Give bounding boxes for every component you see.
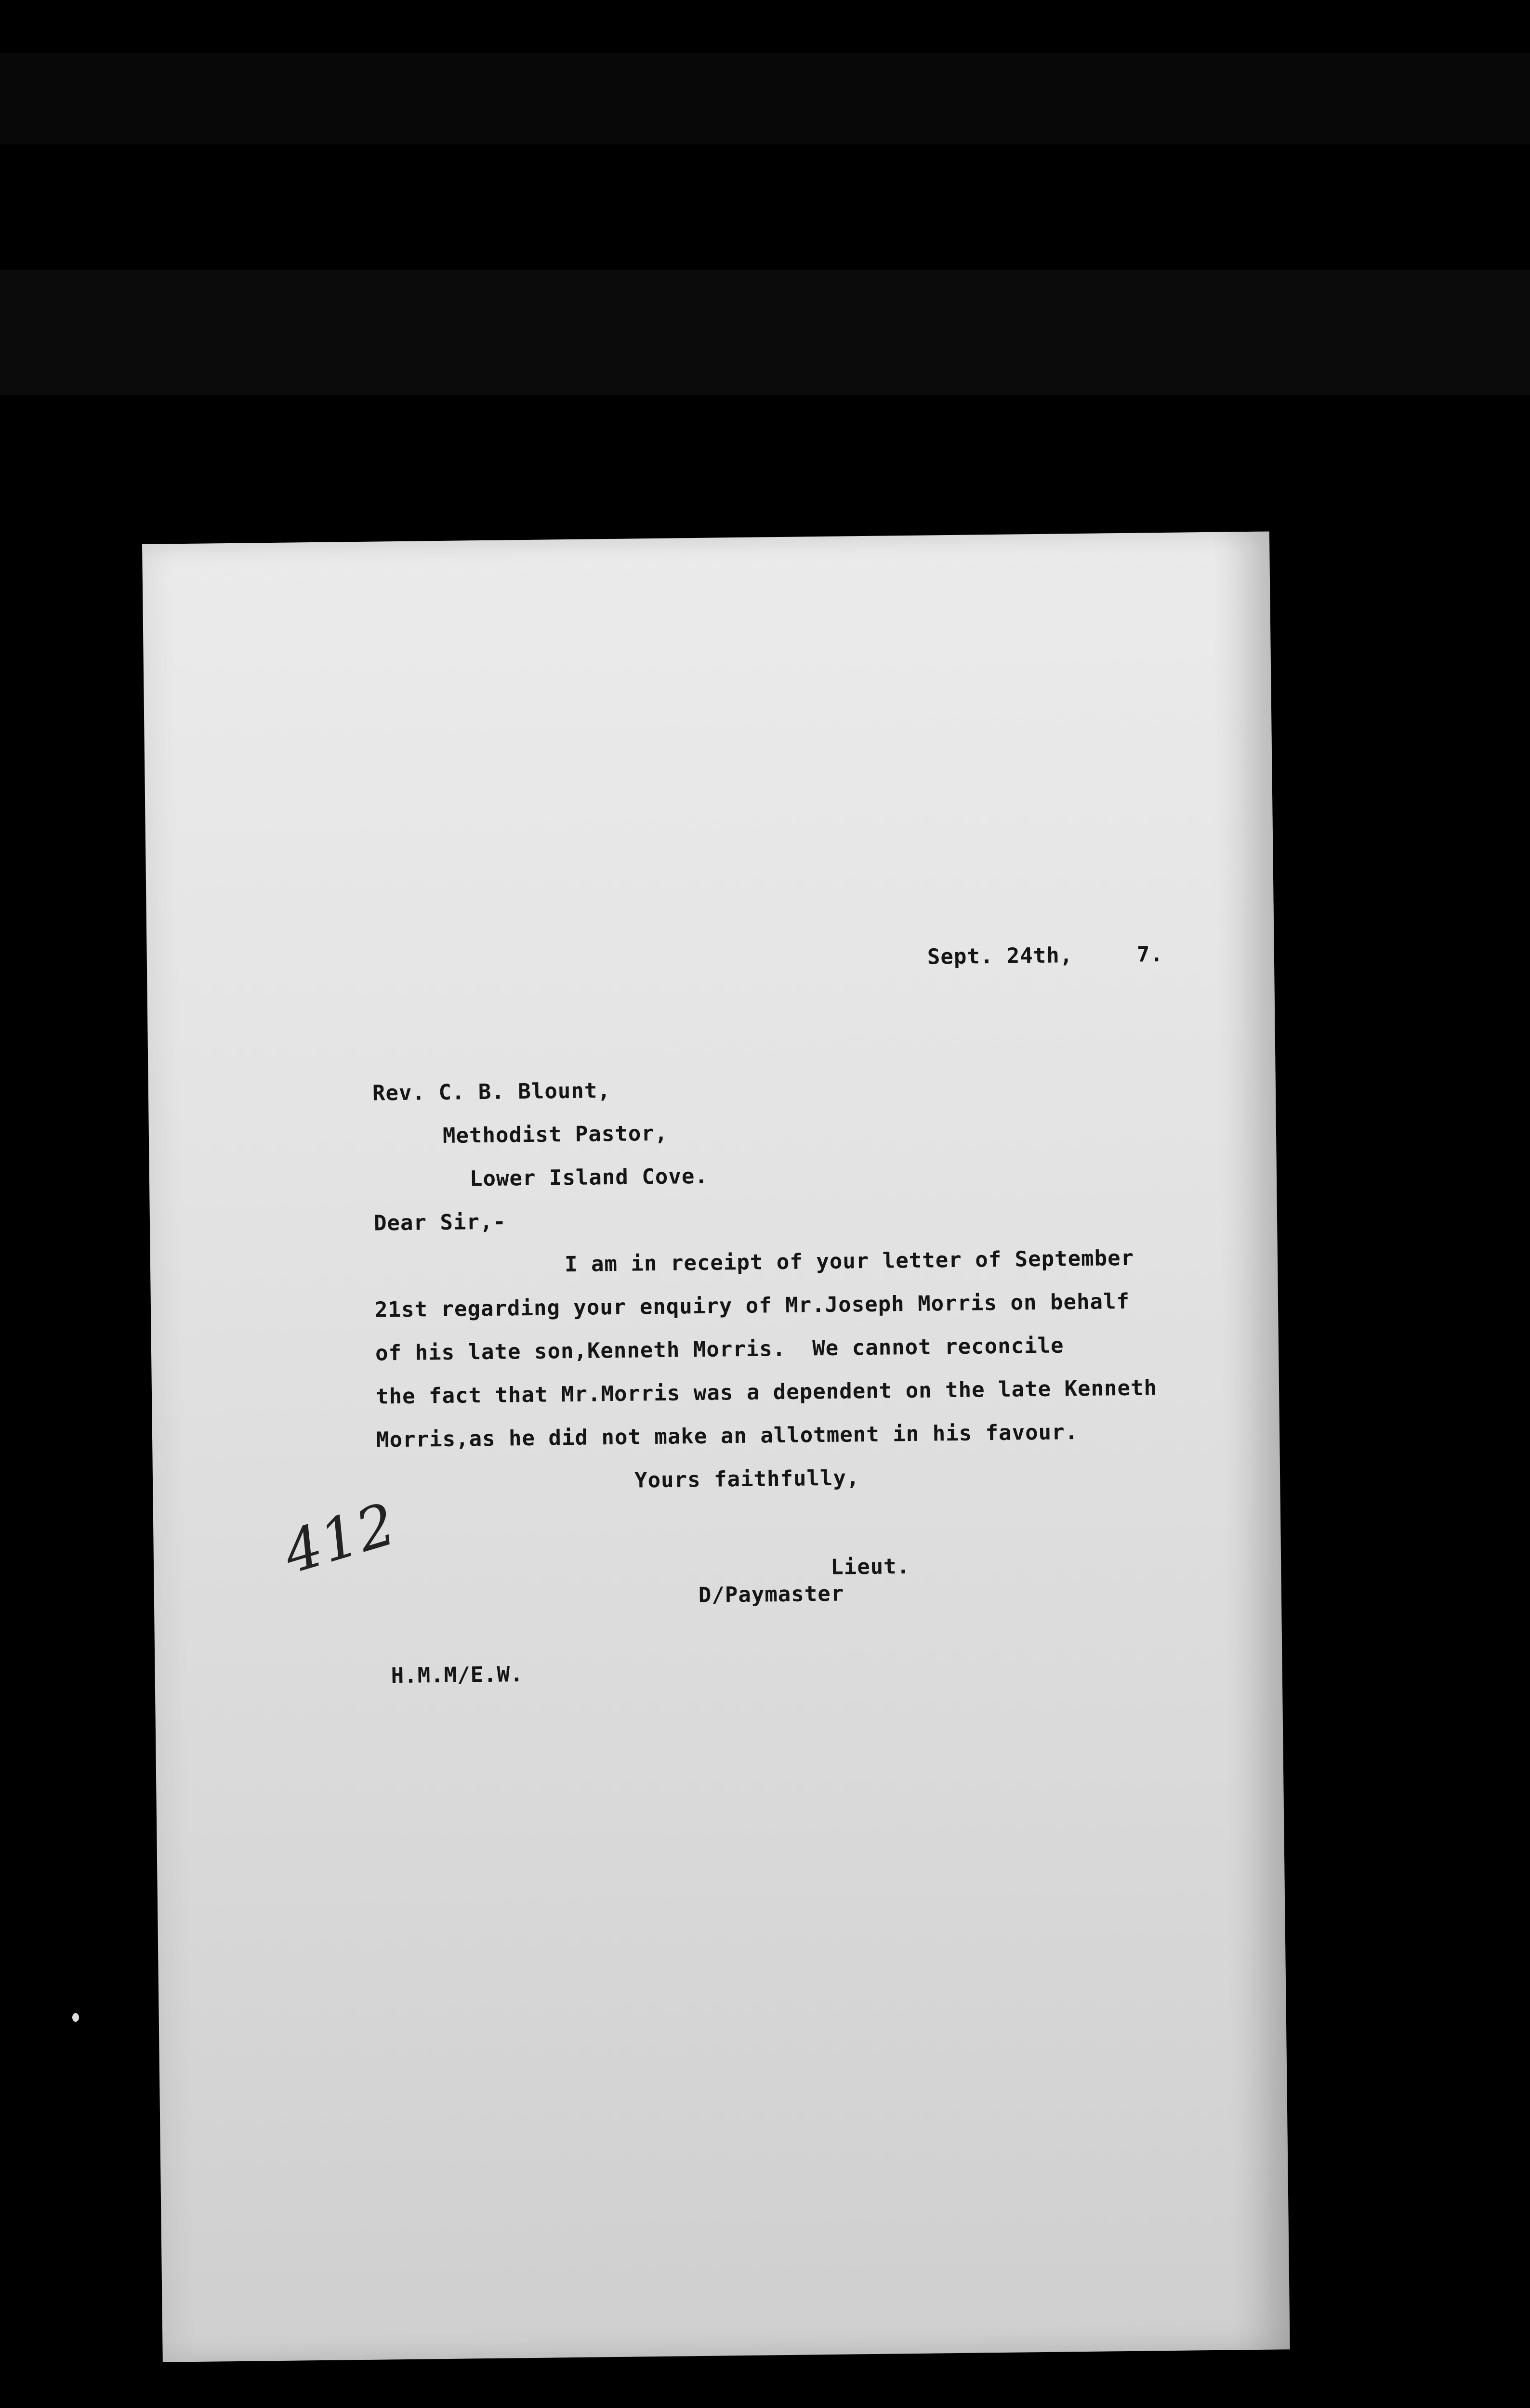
recipient-name: Rev. C. B. Blount, (372, 1078, 611, 1106)
letter-sheet (142, 531, 1290, 2362)
body-line: Morris,as he did not make an allotment in his favour. (376, 1420, 1079, 1453)
scan-background-band (0, 53, 1530, 144)
handwritten-file-number: 412 (276, 1490, 404, 1587)
scan-background-band (0, 270, 1530, 395)
body-line: 21st regarding your enquiry of Mr.Joseph Morris on behalf (374, 1289, 1130, 1322)
letter-date: Sept. 24th, (927, 943, 1073, 969)
body-line: the fact that Mr.Morris was a dependent on the late Kenneth (375, 1375, 1158, 1409)
scan-speck (72, 2013, 79, 2022)
page-number: 7. (1136, 942, 1164, 967)
closing: Yours faithfully, (634, 1466, 860, 1493)
body-line: I am in receipt of your letter of September (564, 1245, 1134, 1277)
signature-title: D/Paymaster (698, 1581, 844, 1608)
recipient-location: Lower Island Cove. (469, 1164, 709, 1191)
signature-rank: Lieut. (830, 1554, 910, 1580)
body-line: of his late son,Kenneth Morris. We cannot reconcile (375, 1333, 1064, 1366)
salutation: Dear Sir,- (373, 1209, 507, 1236)
recipient-title: Methodist Pastor, (442, 1121, 668, 1148)
typist-initials: H.M.M/E.W. (391, 1662, 524, 1688)
